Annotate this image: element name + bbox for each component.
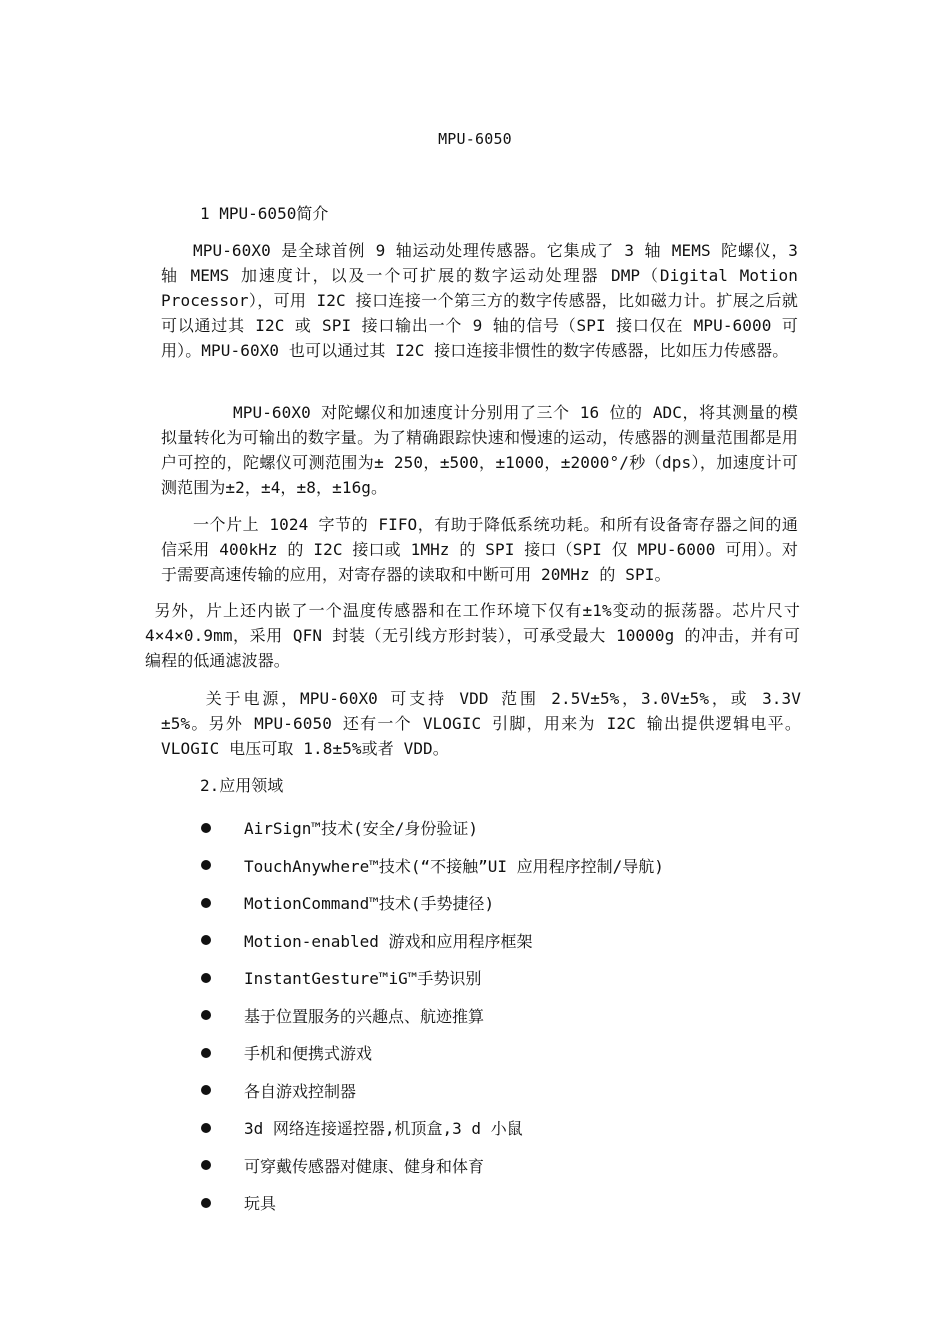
list-item: [196, 922, 846, 960]
list-item-text: 手机和便携式游戏: [244, 1044, 373, 1064]
bullet-icon: [201, 1048, 211, 1058]
list-item: [196, 1184, 846, 1222]
list-item: [196, 959, 846, 997]
applications-list: [196, 809, 846, 1222]
bullet-icon: [201, 973, 211, 983]
paragraph-adc: MPU-60X0 对陀螺仪和加速度计分别用了三个 16 位的 ADC，将其测量的模拟量转化为可输出的数字量。为了精确跟踪快速和慢速的运动，传感器的测量范围都是用户可控的，陀螺仪可测范围为± 250，±500，±1000，±2000°/秒（dps），加速度计可测范围为±2，±4，±8，±16g。: [161, 403, 798, 497]
bullet-icon: [201, 1010, 211, 1020]
list-item-text: Motion-enabled 游戏和应用程序框架: [244, 931, 533, 951]
bullet-icon: [201, 860, 211, 870]
document-title: MPU-6050: [438, 130, 512, 148]
paragraph-overview: MPU-60X0 是全球首例 9 轴运动处理传感器。它集成了 3 轴 MEMS 陀螺仪，3 轴 MEMS 加速度计，以及一个可扩展的数字运动处理器 DMP（Digital Motion Processor），可用 I2C 接口连接一个第三方的数字传感器，比如磁力计。扩展之后就可以通过其 I2C 或 SPI 接口输出一个 9 轴的信号（SPI 接口仅在 MPU-6000 可用）。MPU-60X0 也可以通过其 I2C 接口连接非惯性的数字传感器，比如压力传感器。: [161, 241, 798, 360]
list-item-text: MotionCommand™技术(手势捷径): [244, 894, 495, 914]
paragraph-temperature: 另外，片上还内嵌了一个温度传感器和在工作环境下仅有±1%变动的振荡器。芯片尺寸 4×4×0.9mm，采用 QFN 封装（无引线方形封装），可承受最大 10000g 的冲击，并有可编程的低通滤波器。: [145, 601, 800, 670]
list-item-text: 玩具: [244, 1194, 277, 1214]
list-item-text: AirSign™技术(安全/身份验证): [244, 819, 478, 839]
list-item: [196, 809, 846, 847]
list-item-text: 各自游戏控制器: [244, 1081, 357, 1101]
list-item-text: TouchAnywhere™技术(“不接触”UI 应用程序控制/导航): [244, 856, 664, 876]
list-item-text: 可穿戴传感器对健康、健身和体育: [244, 1156, 485, 1176]
list-item: [196, 1147, 846, 1185]
list-item-text: 基于位置服务的兴趣点、航迹推算: [244, 1006, 485, 1026]
list-item: [196, 1109, 846, 1147]
bullet-icon: [201, 898, 211, 908]
list-item: [196, 1072, 846, 1110]
section-heading-applications: 2.应用领域: [200, 776, 284, 795]
bullet-icon: [201, 1085, 211, 1095]
list-item: [196, 1034, 846, 1072]
bullet-icon: [201, 823, 211, 833]
paragraph-power: 关于电源，MPU-60X0 可支持 VDD 范围 2.5V±5%，3.0V±5%，或 3.3V ±5%。另外 MPU-6050 还有一个 VLOGIC 引脚，用来为 I2C 输出提供逻辑电平。VLOGIC 电压可取 1.8±5%或者 VDD。: [161, 689, 801, 758]
section-heading-intro: 1 MPU-6050简介: [200, 204, 329, 223]
list-item-text: InstantGesture™iG™手势识别: [244, 969, 482, 989]
list-item-text: 3d 网络连接遥控器,机顶盒,3 d 小鼠: [244, 1119, 523, 1139]
bullet-icon: [201, 1123, 211, 1133]
list-item: [196, 884, 846, 922]
list-item: [196, 847, 846, 885]
bullet-icon: [201, 1160, 211, 1170]
paragraph-fifo: 一个片上 1024 字节的 FIFO，有助于降低系统功耗。和所有设备寄存器之间的通信采用 400kHz 的 I2C 接口或 1MHz 的 SPI 接口（SPI 仅 MPU-6000 可用）。对于需要高速传输的应用，对寄存器的读取和中断可用 20MHz 的 SPI。: [161, 515, 798, 584]
bullet-icon: [201, 1198, 211, 1208]
bullet-icon: [201, 935, 211, 945]
list-item: [196, 997, 846, 1035]
